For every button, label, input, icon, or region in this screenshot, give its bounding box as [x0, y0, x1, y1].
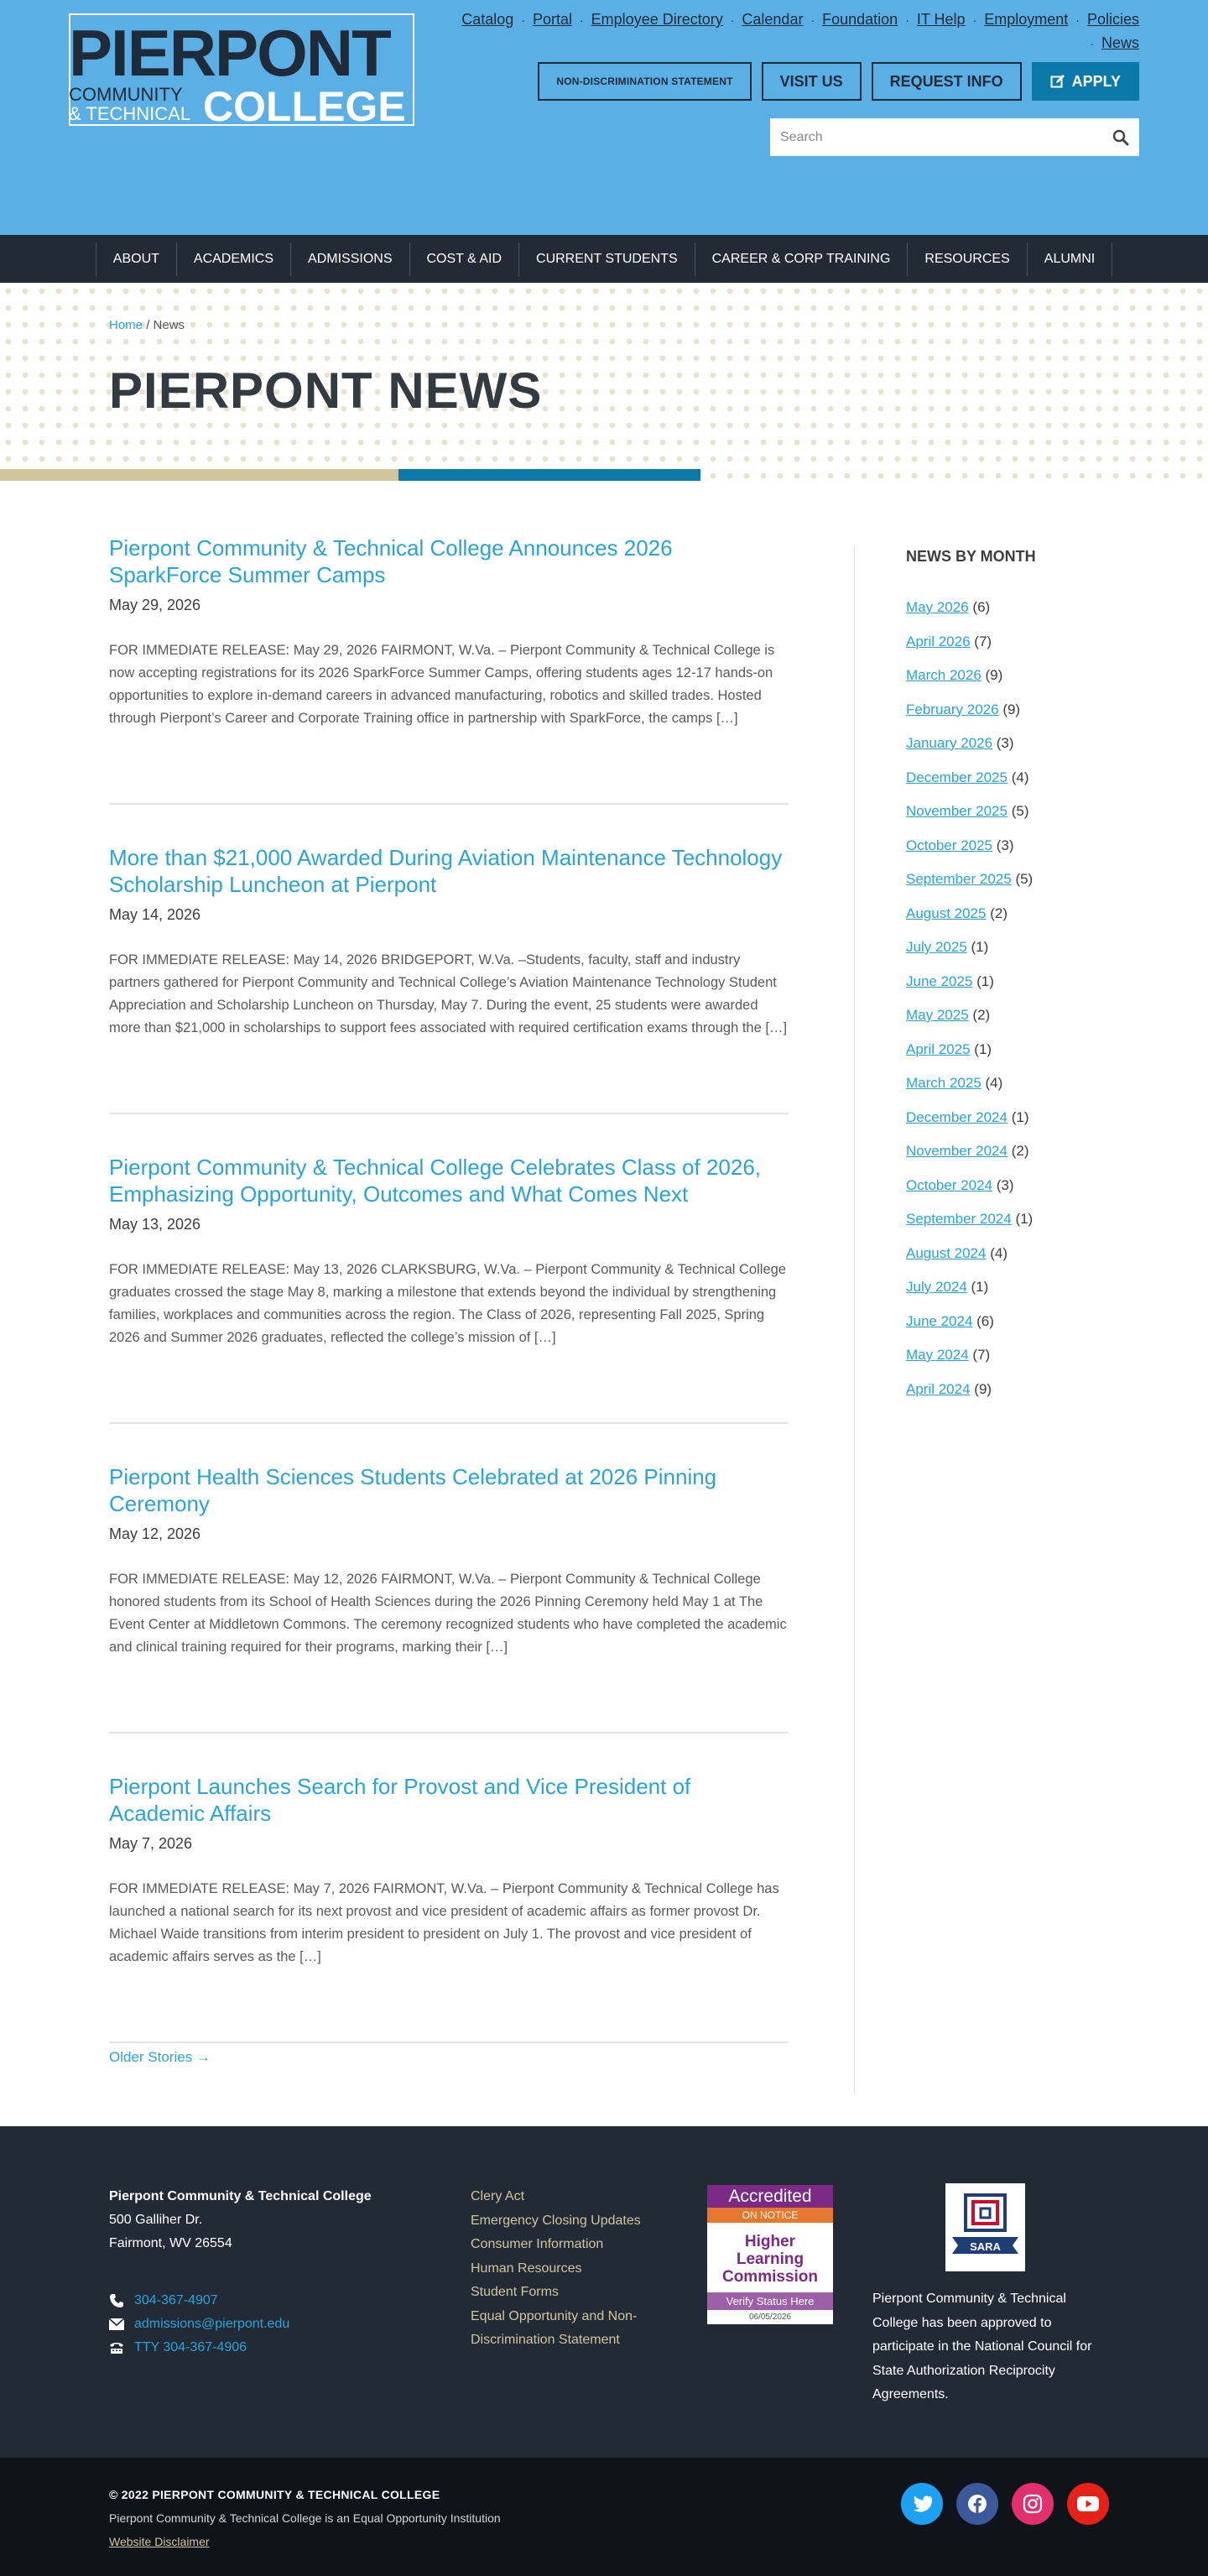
month-item: [906, 1202, 1124, 1237]
month-link[interactable]: April 2026: [906, 633, 971, 649]
month-count: (1): [971, 939, 989, 955]
month-link[interactable]: November 2025: [906, 803, 1008, 819]
month-item: [906, 625, 1124, 660]
month-link[interactable]: August 2025: [906, 905, 987, 921]
month-link[interactable]: February 2026: [906, 701, 999, 717]
main-content: [0, 481, 1208, 2126]
month-count: (4): [1011, 769, 1029, 785]
month-link[interactable]: March 2026: [906, 667, 982, 683]
stripe-tan: [0, 469, 398, 481]
month-link[interactable]: July 2025: [906, 939, 967, 955]
month-item: [906, 659, 1124, 693]
month-count: (1): [976, 973, 994, 989]
month-item: [906, 965, 1124, 999]
footer-address-line2: Fairmont, WV 26554: [109, 2236, 232, 2250]
month-count: (1): [971, 1279, 989, 1295]
article-title-link[interactable]: More than $21,000 Awarded During Aviation Maintenance Technology Scholarship Luncheon at Pierpont: [109, 845, 783, 897]
separator: ·: [1090, 37, 1094, 50]
month-item: [906, 999, 1124, 1033]
month-count: (4): [985, 1075, 1003, 1091]
page-title: PIERPONT NEWS: [109, 362, 543, 419]
facebook-button[interactable]: [956, 2483, 998, 2525]
utility-nav: [418, 8, 1139, 55]
article-date: May 29, 2026: [109, 597, 201, 613]
month-count: (5): [1011, 803, 1029, 819]
contact-email: [109, 2313, 428, 2336]
utility-link-policies[interactable]: Policies: [1086, 11, 1139, 28]
month-item: [906, 693, 1124, 727]
footer-org-name: Pierpont Community & Technical College: [109, 2189, 372, 2203]
youtube-button[interactable]: [1067, 2483, 1109, 2525]
utility-link-employment[interactable]: Employment: [984, 11, 1069, 28]
nav-item-about[interactable]: ABOUT: [96, 242, 176, 276]
article-title-link[interactable]: Pierpont Launches Search for Provost and Vice President of Academic Affairs: [109, 1774, 691, 1826]
article-excerpt: FOR IMMEDIATE RELEASE: May 14, 2026 BRIDGEPORT, W.Va. –Students, faculty, staff and industry partners gathered for Pierpont Community and Technical College’s Aviation Maintenance Technology Student Appreciation and Scholarship Luncheon on Thursday, May 7. During the event, 25 students were awarded more than $21,000 in scholarships to support fees associated with required certification exams through the […]: [109, 952, 788, 1035]
month-link[interactable]: April 2024: [906, 1380, 971, 1397]
search-icon[interactable]: [1112, 129, 1129, 146]
separator: ·: [580, 13, 584, 27]
month-item: [906, 863, 1124, 897]
header-buttons: [538, 62, 1139, 101]
month-link[interactable]: May 2025: [906, 1007, 969, 1023]
month-link[interactable]: November 2024: [906, 1143, 1008, 1159]
search-input[interactable]: [780, 130, 1112, 145]
equal-opportunity-statement: Pierpont Community & Technical College is an Equal Opportunity Institution: [109, 2511, 501, 2525]
footer-links: [471, 2185, 672, 2353]
month-list: [906, 591, 1124, 1406]
month-count: (3): [996, 837, 1014, 853]
month-item: [906, 591, 1124, 625]
month-count: (1): [1011, 1108, 1029, 1125]
hlc-accredited: Accredited: [707, 2185, 833, 2208]
month-item: [906, 1101, 1124, 1135]
month-item: [906, 829, 1124, 863]
month-item: [906, 1237, 1124, 1271]
instagram-icon: [1023, 2494, 1043, 2514]
nav-item-resources[interactable]: RESOURCES: [907, 242, 1026, 276]
footer-link-clery-act[interactable]: Clery Act: [471, 2189, 525, 2203]
nav-item-career-corp-training[interactable]: CAREER & CORP TRAINING: [695, 242, 908, 276]
hlc-date: 06/05/2026: [748, 2313, 792, 2322]
month-count: (2): [990, 905, 1008, 921]
hlc-notice: ON NOTICE: [707, 2208, 833, 2223]
month-count: (1): [974, 1040, 992, 1057]
month-count: (9): [974, 1380, 992, 1397]
month-item: [906, 761, 1124, 795]
site-footer: [0, 2126, 1208, 2458]
utility-link-news[interactable]: News: [1101, 34, 1139, 51]
month-count: (3): [996, 735, 1014, 751]
logo-wordmark: PIERPONT: [69, 16, 390, 90]
instagram-button[interactable]: [1012, 2483, 1054, 2525]
article-date: May 7, 2026: [109, 1835, 193, 1852]
nav-item-current-students[interactable]: CURRENT STUDENTS: [518, 242, 695, 276]
phone-icon: [109, 2293, 124, 2308]
month-link[interactable]: October 2025: [906, 837, 993, 853]
contact-phone: [109, 2289, 428, 2313]
breadcrumb: [109, 318, 185, 332]
breadcrumb-separator: /: [146, 318, 150, 332]
visit-us-button[interactable]: VISIT US: [762, 62, 862, 101]
article-excerpt: FOR IMMEDIATE RELEASE: May 12, 2026 FAIRMONT, W.Va. – Pierpont Community & Technical College honored students from its School of Health Sciences during the 2026 Pinning Ceremony held May 1 at The Event Center at Middletown Commons. The ceremony recognized students who have completed the academic and clinical training required for their programs, marking their […]: [109, 1572, 787, 1655]
news-article: [109, 844, 789, 1154]
month-item: [906, 1270, 1124, 1305]
non-discrimination-button[interactable]: NON-DISCRIMINATION STATEMENT: [538, 62, 751, 101]
month-item: [906, 931, 1124, 965]
month-link[interactable]: October 2024: [906, 1176, 993, 1193]
article-date: May 14, 2026: [109, 906, 201, 923]
logo-technical: & TECHNICAL: [69, 103, 191, 124]
news-article: [109, 1463, 789, 1773]
utility-link-catalog[interactable]: Catalog: [461, 11, 514, 28]
footer-link-student-forms[interactable]: Student Forms: [471, 2285, 559, 2299]
article-excerpt: FOR IMMEDIATE RELEASE: May 7, 2026 FAIRMONT, W.Va. – Pierpont Community & Technical College has launched a national search for its next provost and vice president of academic affairs as former provost Dr. Michael Waide transitions from interim president to president on July 1. The provost and vice president of academic affairs serves as the […]: [109, 1881, 779, 1964]
email-link[interactable]: admissions@pierpont.edu: [134, 2317, 290, 2331]
month-count: (3): [996, 1176, 1014, 1193]
month-item: [906, 1169, 1124, 1203]
hlc-name: Higher Learning Commission: [721, 2233, 819, 2286]
article-excerpt: FOR IMMEDIATE RELEASE: May 29, 2026 FAIRMONT, W.Va. – Pierpont Community & Technical College is now accepting registrations for its 2026 SparkForce Summer Camps, offering students ages 12-17 hands-on opportunities to explore in-demand careers in advanced manufacturing, robotics and skilled trades. Hosted through Pierpont’s Career and Corporate Training office in partnership with SparkForce, the camps […]: [109, 643, 775, 726]
news-archive-sidebar: [906, 548, 1124, 1406]
month-count: (2): [1011, 1143, 1029, 1159]
main-nav-list: [96, 235, 1112, 283]
apply-button[interactable]: [1032, 62, 1139, 101]
nav-item-cost-aid[interactable]: COST & AID: [409, 242, 519, 276]
month-item: [906, 897, 1124, 931]
sara-logo-text: SARA: [970, 2240, 1001, 2253]
article-date: May 12, 2026: [109, 1525, 201, 1542]
month-count: (6): [976, 1312, 994, 1329]
month-item: [906, 1066, 1124, 1101]
month-count: (2): [972, 1007, 991, 1023]
month-count: (7): [972, 1347, 991, 1363]
separator: ·: [905, 13, 909, 27]
footer-link-equal-opportunity[interactable]: Equal Opportunity and Non-Discrimination Statement: [471, 2308, 638, 2347]
month-link[interactable]: July 2024: [906, 1279, 967, 1295]
month-count: (9): [1002, 701, 1021, 717]
utility-link-calendar[interactable]: Calendar: [742, 11, 804, 28]
month-count: (9): [985, 667, 1003, 683]
nav-item-admissions[interactable]: ADMISSIONS: [290, 242, 409, 276]
month-link[interactable]: May 2026: [906, 599, 969, 615]
hlc-accreditation-badge[interactable]: [707, 2185, 833, 2324]
main-nav: [0, 235, 1208, 283]
logo-college: COLLEGE: [203, 83, 406, 126]
month-link[interactable]: April 2025: [906, 1040, 971, 1057]
sara-logo[interactable]: [945, 2183, 1025, 2271]
breadcrumb-current: News: [153, 318, 185, 332]
sara-statement: Pierpont Community & Technical College has been approved to participate in the National Council for State Authorization Reciprocity Agreements.: [872, 2292, 1092, 2401]
month-item: [906, 795, 1124, 829]
copyright: © 2022 PIERPONT COMMUNITY & TECHNICAL COLLEGE: [109, 2488, 440, 2501]
site-header: [0, 0, 1208, 235]
contact-tty: [109, 2336, 428, 2360]
breadcrumb-home[interactable]: Home: [109, 318, 143, 332]
hero-stripe: [0, 469, 700, 481]
separator: ·: [521, 13, 525, 27]
footer-link-consumer-info[interactable]: Consumer Information: [471, 2237, 604, 2251]
month-count: (7): [974, 633, 992, 649]
logo-community: COMMUNITY: [69, 84, 183, 105]
tty-icon: [109, 2341, 124, 2354]
month-link[interactable]: May 2024: [906, 1347, 969, 1363]
month-count: (6): [972, 599, 991, 615]
article-title-link[interactable]: Pierpont Health Sciences Students Celebrated at 2026 Pinning Ceremony: [109, 1464, 717, 1516]
utility-link-it-help[interactable]: IT Help: [916, 11, 966, 28]
month-item: [906, 1373, 1124, 1407]
news-article: [109, 1773, 789, 2083]
month-item: [906, 1305, 1124, 1339]
footer-link-human-resources[interactable]: Human Resources: [471, 2261, 582, 2276]
separator: ·: [972, 13, 977, 27]
article-title-link[interactable]: Pierpont Community & Technical College Announces 2026 SparkForce Summer Camps: [109, 535, 673, 587]
month-count: (5): [1015, 871, 1034, 887]
month-count: (4): [990, 1244, 1008, 1261]
contact-list: [109, 2289, 428, 2360]
article-title-link[interactable]: Pierpont Community & Technical College Celebrates Class of 2026, Emphasizing Opportunity, Outcomes and What Comes Next: [109, 1155, 762, 1207]
website-disclaimer-link[interactable]: Website Disclaimer: [109, 2535, 210, 2548]
footer-contact: [109, 2185, 428, 2360]
month-link[interactable]: December 2024: [906, 1108, 1008, 1125]
month-item: [906, 1033, 1124, 1067]
footer-link-emergency-closing[interactable]: Emergency Closing Updates: [471, 2213, 641, 2228]
separator: ·: [810, 13, 815, 27]
utility-link-directory[interactable]: Employee Directory: [591, 11, 723, 28]
sidebar-heading: NEWS BY MONTH: [906, 548, 1036, 565]
page-hero: [0, 283, 1208, 481]
apply-label: APPLY: [1071, 72, 1121, 90]
month-item: [906, 727, 1124, 761]
month-item: [906, 1338, 1124, 1373]
twitter-icon: [912, 2495, 932, 2512]
sidebar-divider: [854, 546, 855, 2094]
facebook-icon: [967, 2494, 987, 2514]
month-link[interactable]: September 2025: [906, 871, 1012, 887]
envelope-icon: [109, 2318, 124, 2330]
search-box: [770, 118, 1139, 156]
month-count: (1): [1015, 1211, 1034, 1227]
youtube-icon: [1077, 2496, 1099, 2511]
month-link[interactable]: August 2024: [906, 1244, 987, 1261]
month-link[interactable]: March 2025: [906, 1075, 982, 1091]
subfooter: [0, 2458, 1208, 2576]
social-links: [901, 2483, 1109, 2525]
month-link[interactable]: June 2024: [906, 1312, 973, 1329]
stripe-blue: [398, 469, 700, 481]
article-excerpt: FOR IMMEDIATE RELEASE: May 13, 2026 CLARKSBURG, W.Va. – Pierpont Community & Technical College graduates crossed the stage May 8, marking a milestone that extends beyond the individual by strengthening families, workplaces and communities across the region. The Class of 2026, representing Fall 2025, Spring 2026 and Summer 2026 graduates, reflected the college’s mission of […]: [109, 1262, 786, 1345]
older-stories-link[interactable]: Older Stories →: [109, 2049, 211, 2065]
separator: ·: [730, 13, 735, 27]
month-link[interactable]: January 2026: [906, 735, 993, 751]
month-link[interactable]: December 2025: [906, 769, 1008, 785]
footer-address-line1: 500 Galliher Dr.: [109, 2213, 203, 2227]
utility-link-portal[interactable]: Portal: [532, 11, 572, 28]
request-info-button[interactable]: REQUEST INFO: [872, 62, 1022, 101]
hlc-verify: Verify Status Here: [707, 2292, 833, 2310]
tty-link[interactable]: TTY 304-367-4906: [134, 2340, 247, 2354]
month-link[interactable]: September 2024: [906, 1211, 1012, 1227]
twitter-button[interactable]: [901, 2483, 943, 2525]
pierpont-logo[interactable]: [69, 13, 414, 126]
article-date: May 13, 2026: [109, 1216, 201, 1233]
nav-item-academics[interactable]: ACADEMICS: [176, 242, 290, 276]
month-item: [906, 1134, 1124, 1169]
separator: ·: [1075, 13, 1080, 27]
news-list: [109, 534, 789, 2083]
news-article: [109, 534, 789, 844]
phone-link[interactable]: 304-367-4907: [134, 2293, 218, 2307]
month-link[interactable]: June 2025: [906, 973, 973, 989]
edit-icon: [1050, 74, 1065, 89]
nav-item-alumni[interactable]: ALUMNI: [1027, 242, 1112, 276]
utility-link-foundation[interactable]: Foundation: [822, 11, 898, 28]
news-article: [109, 1154, 789, 1463]
